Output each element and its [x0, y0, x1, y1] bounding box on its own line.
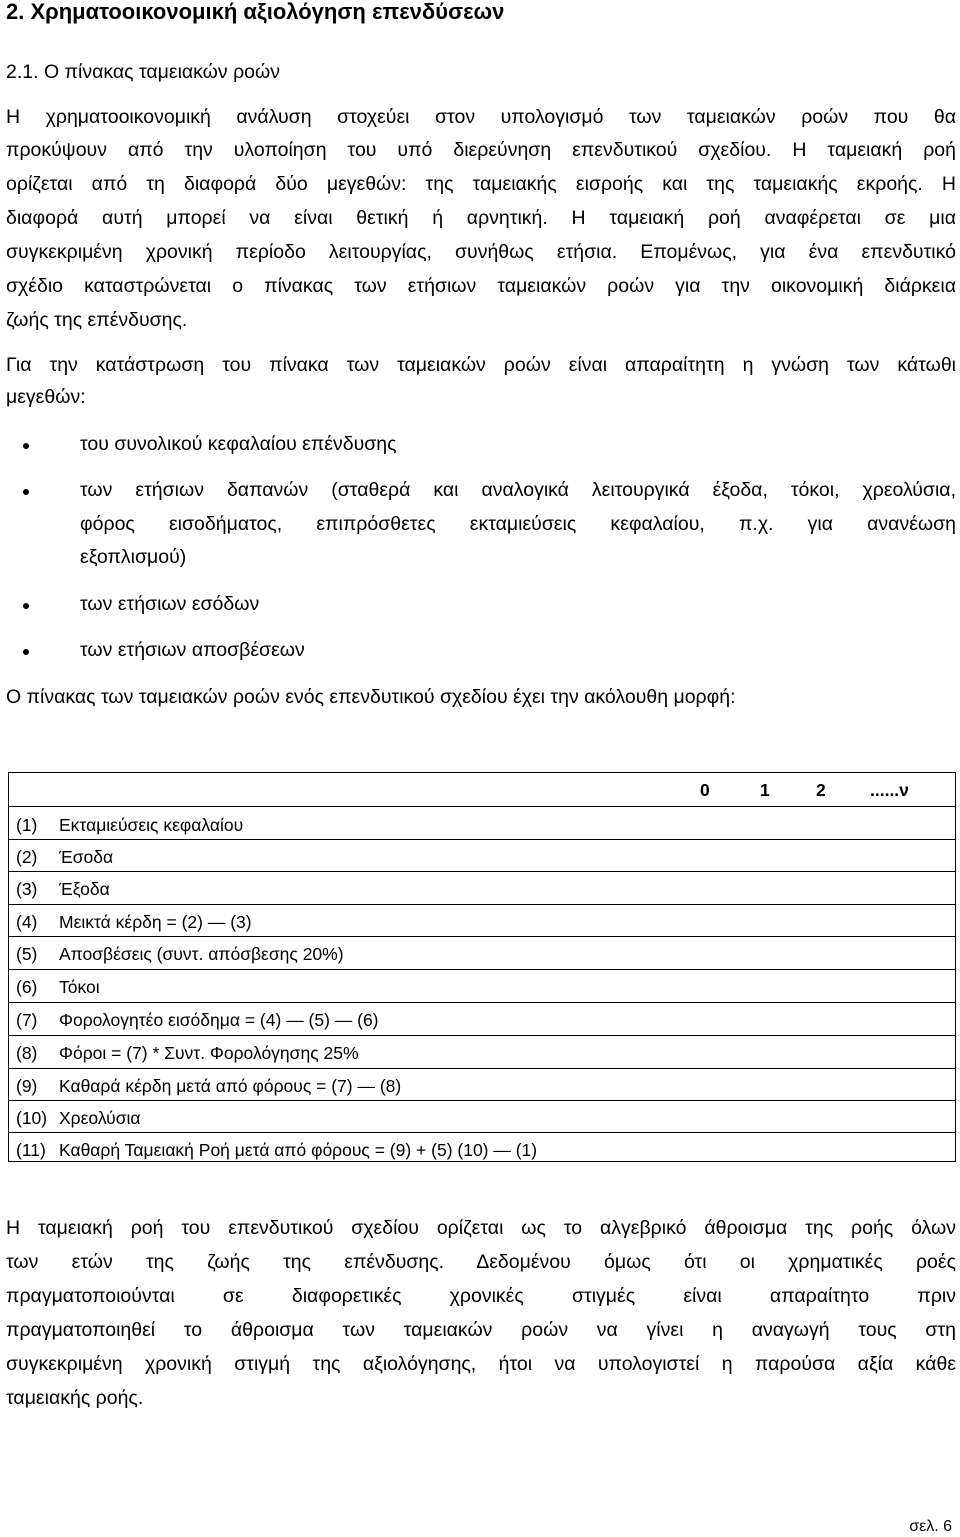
subsection-heading: 2.1. Ο πίνακας ταμειακών ροών [6, 61, 280, 83]
table-row-divider [8, 1068, 956, 1069]
table-intro: Ο πίνακας των ταμειακών ροών ενός επενδυτικού σχεδίου έχει την ακόλουθη μορφή: [6, 686, 736, 708]
bullet-item: των ετήσιων εσόδων [80, 593, 260, 615]
paragraph-1-line: Η χρηματοοικονομική ανάλυση στοχεύει στον υπολογισμό των ταμειακών ροών που θα [6, 106, 956, 128]
paragraph-2-line: Για την κατάστρωση του πίνακα των ταμειακών ροών είναι απαραίτητη η γνώση των κάτωθι [6, 354, 956, 376]
paragraph-1-line: συγκεκριμένη χρονική περίοδο λειτουργίας, συνήθως ετήσια. Επομένως, για ένα επενδυτικό [6, 241, 956, 263]
paragraph-3-line: πραγματοποιούνται σε διαφορετικές χρονικές στιγμές είναι απαραίτητο πριν [6, 1285, 956, 1307]
bullet-item: του συνολικού κεφαλαίου επένδυσης [80, 433, 397, 455]
bullet-item: εξοπλισμού) [80, 546, 187, 568]
paragraph-3-line: πραγματοποιηθεί το άθροισμα των ταμειακών ροών να γίνει η αναγωγή τους στη [6, 1319, 956, 1341]
bullet-icon [23, 649, 29, 655]
table-row-label: Χρεολύσια [59, 1108, 141, 1128]
table-row-number: (7) [16, 1010, 38, 1030]
table-row-number: (2) [16, 847, 38, 867]
table-row-divider [8, 806, 956, 807]
table-row-number: (11) [16, 1140, 46, 1160]
bullet-icon [23, 443, 29, 449]
table-row-number: (3) [16, 879, 38, 899]
table-row-divider [8, 1100, 956, 1101]
bullet-icon [23, 489, 29, 495]
cash-flow-table [8, 772, 956, 1162]
table-row-divider [8, 936, 956, 937]
paragraph-1-line: διαφορά αυτή μπορεί να είναι θετική ή αρνητική. Η ταμειακή ροή αναφέρεται σε μια [6, 207, 956, 229]
table-row-divider [8, 1035, 956, 1036]
table-row-number: (9) [16, 1076, 38, 1096]
table-row-number: (1) [16, 815, 38, 835]
table-row-label: Καθαρά κέρδη μετά από φόρους = (7) — (8) [59, 1076, 402, 1096]
table-row-number: (8) [16, 1043, 38, 1063]
table-row-label: Εκταμιεύσεις κεφαλαίου [59, 815, 244, 835]
table-row-number: (10) [16, 1108, 48, 1128]
paragraph-3-line: συγκεκριμένη χρονική στιγμή της αξιολόγησης, ήτοι να υπολογιστεί η παρούσα αξία κάθε [6, 1353, 956, 1375]
bullet-item: των ετήσιων αποσβέσεων [80, 639, 305, 661]
table-header-year: 1 [760, 780, 770, 800]
paragraph-3-line: ταμειακής ροής. [6, 1387, 144, 1409]
table-row-divider [8, 839, 956, 840]
table-row-label: Καθαρή Ταμειακή Ροή μετά από φόρους = (9) + (5) (10) — (1) [59, 1140, 538, 1160]
table-row-label: Αποσβέσεις (συντ. απόσβεσης 20%) [59, 944, 344, 964]
table-row-label: Έξοδα [59, 879, 110, 899]
table-header-year: 2 [816, 780, 826, 800]
table-border-top [8, 772, 956, 773]
table-row-label: Φόροι = (7) * Συντ. Φορολόγησης 25% [59, 1043, 359, 1063]
paragraph-3-line: Η ταμειακή ροή του επενδυτικού σχεδίου ορίζεται ως το αλγεβρικό άθροισμα της ροής όλων [6, 1217, 956, 1239]
table-row-number: (6) [16, 977, 38, 997]
table-border-right [955, 772, 956, 1162]
paragraph-3-line: των ετών της ζωής της επένδυσης. Δεδομένου όμως ότι οι χρηματικές ροές [6, 1251, 956, 1273]
table-row-divider [8, 904, 956, 905]
table-row-label: Έσοδα [59, 847, 114, 867]
section-heading: 2. Χρηματοοικονομική αξιολόγηση επενδύσεων [6, 0, 505, 24]
paragraph-1-line: σχέδιο καταστρώνεται ο πίνακας των ετήσιων ταμειακών ροών για την οικονομική διάρκεια [6, 275, 956, 297]
table-row-label: Τόκοι [59, 977, 100, 997]
paragraph-2-line: μεγεθών: [6, 386, 86, 408]
bullet-icon [23, 603, 29, 609]
table-header-year: ......ν [870, 780, 909, 800]
table-row-divider [8, 871, 956, 872]
table-row-divider [8, 1132, 956, 1133]
table-border-left [8, 772, 9, 1162]
table-row-number: (5) [16, 944, 38, 964]
table-header-year: 0 [700, 780, 710, 800]
table-row-number: (4) [16, 912, 38, 932]
paragraph-1-line: ζωής της επένδυσης. [6, 309, 188, 331]
paragraph-1-line: προκύψουν από την υλοποίηση του υπό διερεύνηση επενδυτικού σχεδίου. Η ταμειακή ροή [6, 139, 956, 161]
table-row-label: Φορολογητέο εισόδημα = (4) — (5) — (6) [59, 1010, 379, 1030]
table-row-divider [8, 969, 956, 970]
paragraph-1-line: ορίζεται από τη διαφορά δύο μεγεθών: της ταμειακής εισροής και της ταμειακής εκροής. Η [6, 173, 956, 195]
table-row-label: Μεικτά κέρδη = (2) — (3) [59, 912, 252, 932]
bullet-item: των ετήσιων δαπανών (σταθερά και αναλογικά λειτουργικά έξοδα, τόκοι, χρεολύσια, [80, 479, 956, 501]
table-row-divider [8, 1002, 956, 1003]
table-border-bottom [8, 1161, 956, 1162]
page-number: σελ. 6 [909, 1518, 952, 1535]
bullet-item: φόρος εισοδήματος, επιπρόσθετες εκταμιεύσεις κεφαλαίου, π.χ. για ανανέωση [80, 513, 956, 535]
